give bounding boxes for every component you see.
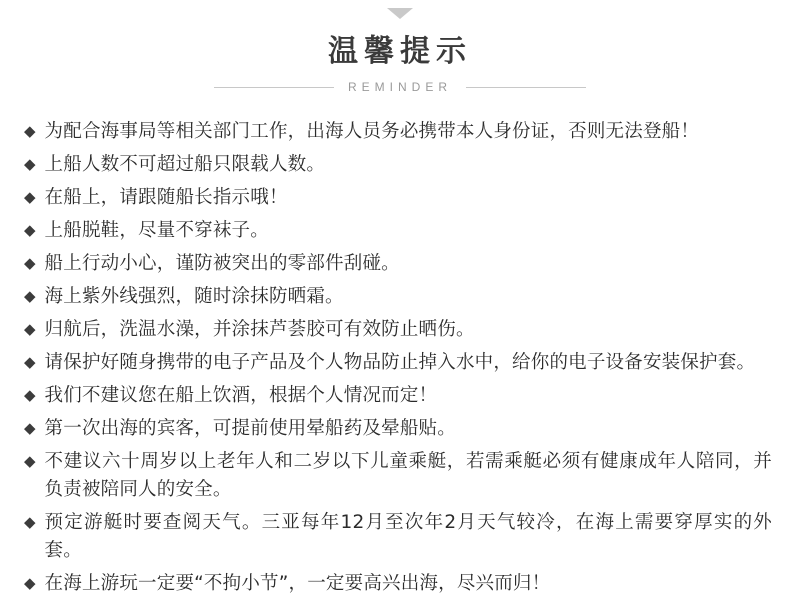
list-item xyxy=(24,382,772,410)
diamond-bullet-icon: ◆ xyxy=(24,453,36,470)
diamond-bullet-icon: ◆ xyxy=(24,288,36,305)
list-item xyxy=(24,349,772,377)
page-title: 温馨提示 xyxy=(328,34,472,69)
list-item xyxy=(24,250,772,278)
list-item-text: 我们不建议您在船上饮酒，根据个人情况而定！ xyxy=(44,385,438,406)
diamond-bullet-icon: ◆ xyxy=(24,123,36,140)
list-item-text: 归航后，洗温水澡，并涂抹芦荟胶可有效防止晒伤。 xyxy=(44,319,475,340)
list-item-text: 上船人数不可超过船只限载人数。 xyxy=(44,154,326,175)
list-item xyxy=(24,184,772,212)
list-item-text: 预定游艇时要查阅天气。三亚每年12月至次年2月天气较冷，在海上需要穿厚实的外套。 xyxy=(44,512,772,561)
list-item xyxy=(24,118,772,146)
diamond-bullet-icon: ◆ xyxy=(24,354,36,371)
diamond-bullet-icon: ◆ xyxy=(24,222,36,239)
list-item-text: 不建议六十周岁以上老年人和二岁以下儿童乘艇，若需乘艇必须有健康成年人陪同，并负责被陪同人的安全。 xyxy=(44,451,772,500)
list-item xyxy=(24,283,772,311)
list-item xyxy=(24,448,772,504)
list-item-text: 海上紫外线强烈，随时涂抹防晒霜。 xyxy=(44,286,344,307)
list-item-text: 在海上游玩一定要“不拘小节”，一定要高兴出海，尽兴而归！ xyxy=(44,573,551,594)
divider-left xyxy=(214,87,334,88)
reminder-list xyxy=(0,118,800,598)
triangle-down-icon xyxy=(387,8,413,19)
diamond-bullet-icon: ◆ xyxy=(24,156,36,173)
list-item-text: 上船脱鞋，尽量不穿袜子。 xyxy=(44,220,269,241)
diamond-bullet-icon: ◆ xyxy=(24,387,36,404)
divider-right xyxy=(466,87,586,88)
page-subtitle: REMINDER xyxy=(347,80,452,94)
diamond-bullet-icon: ◆ xyxy=(24,575,36,592)
arrow-marker xyxy=(0,0,800,19)
list-item-text: 请保护好随身携带的电子产品及个人物品防止掉入水中，给你的电子设备安装保护套。 xyxy=(44,352,756,373)
list-item xyxy=(24,217,772,245)
list-item xyxy=(24,316,772,344)
list-item xyxy=(24,415,772,443)
diamond-bullet-icon: ◆ xyxy=(24,514,36,531)
page-header xyxy=(0,35,800,94)
list-item-text: 船上行动小心，谨防被突出的零部件刮碰。 xyxy=(44,253,400,274)
list-item xyxy=(24,570,772,598)
diamond-bullet-icon: ◆ xyxy=(24,189,36,206)
list-item xyxy=(24,509,772,565)
diamond-bullet-icon: ◆ xyxy=(24,255,36,272)
diamond-bullet-icon: ◆ xyxy=(24,420,36,437)
list-item xyxy=(24,151,772,179)
list-item-text: 为配合海事局等相关部门工作，出海人员务必携带本人身份证，否则无法登船！ xyxy=(44,121,700,142)
diamond-bullet-icon: ◆ xyxy=(24,321,36,338)
list-item-text: 在船上，请跟随船长指示哦！ xyxy=(44,187,288,208)
subtitle-row xyxy=(0,80,800,94)
list-item-text: 第一次出海的宾客，可提前使用晕船药及晕船贴。 xyxy=(44,418,456,439)
